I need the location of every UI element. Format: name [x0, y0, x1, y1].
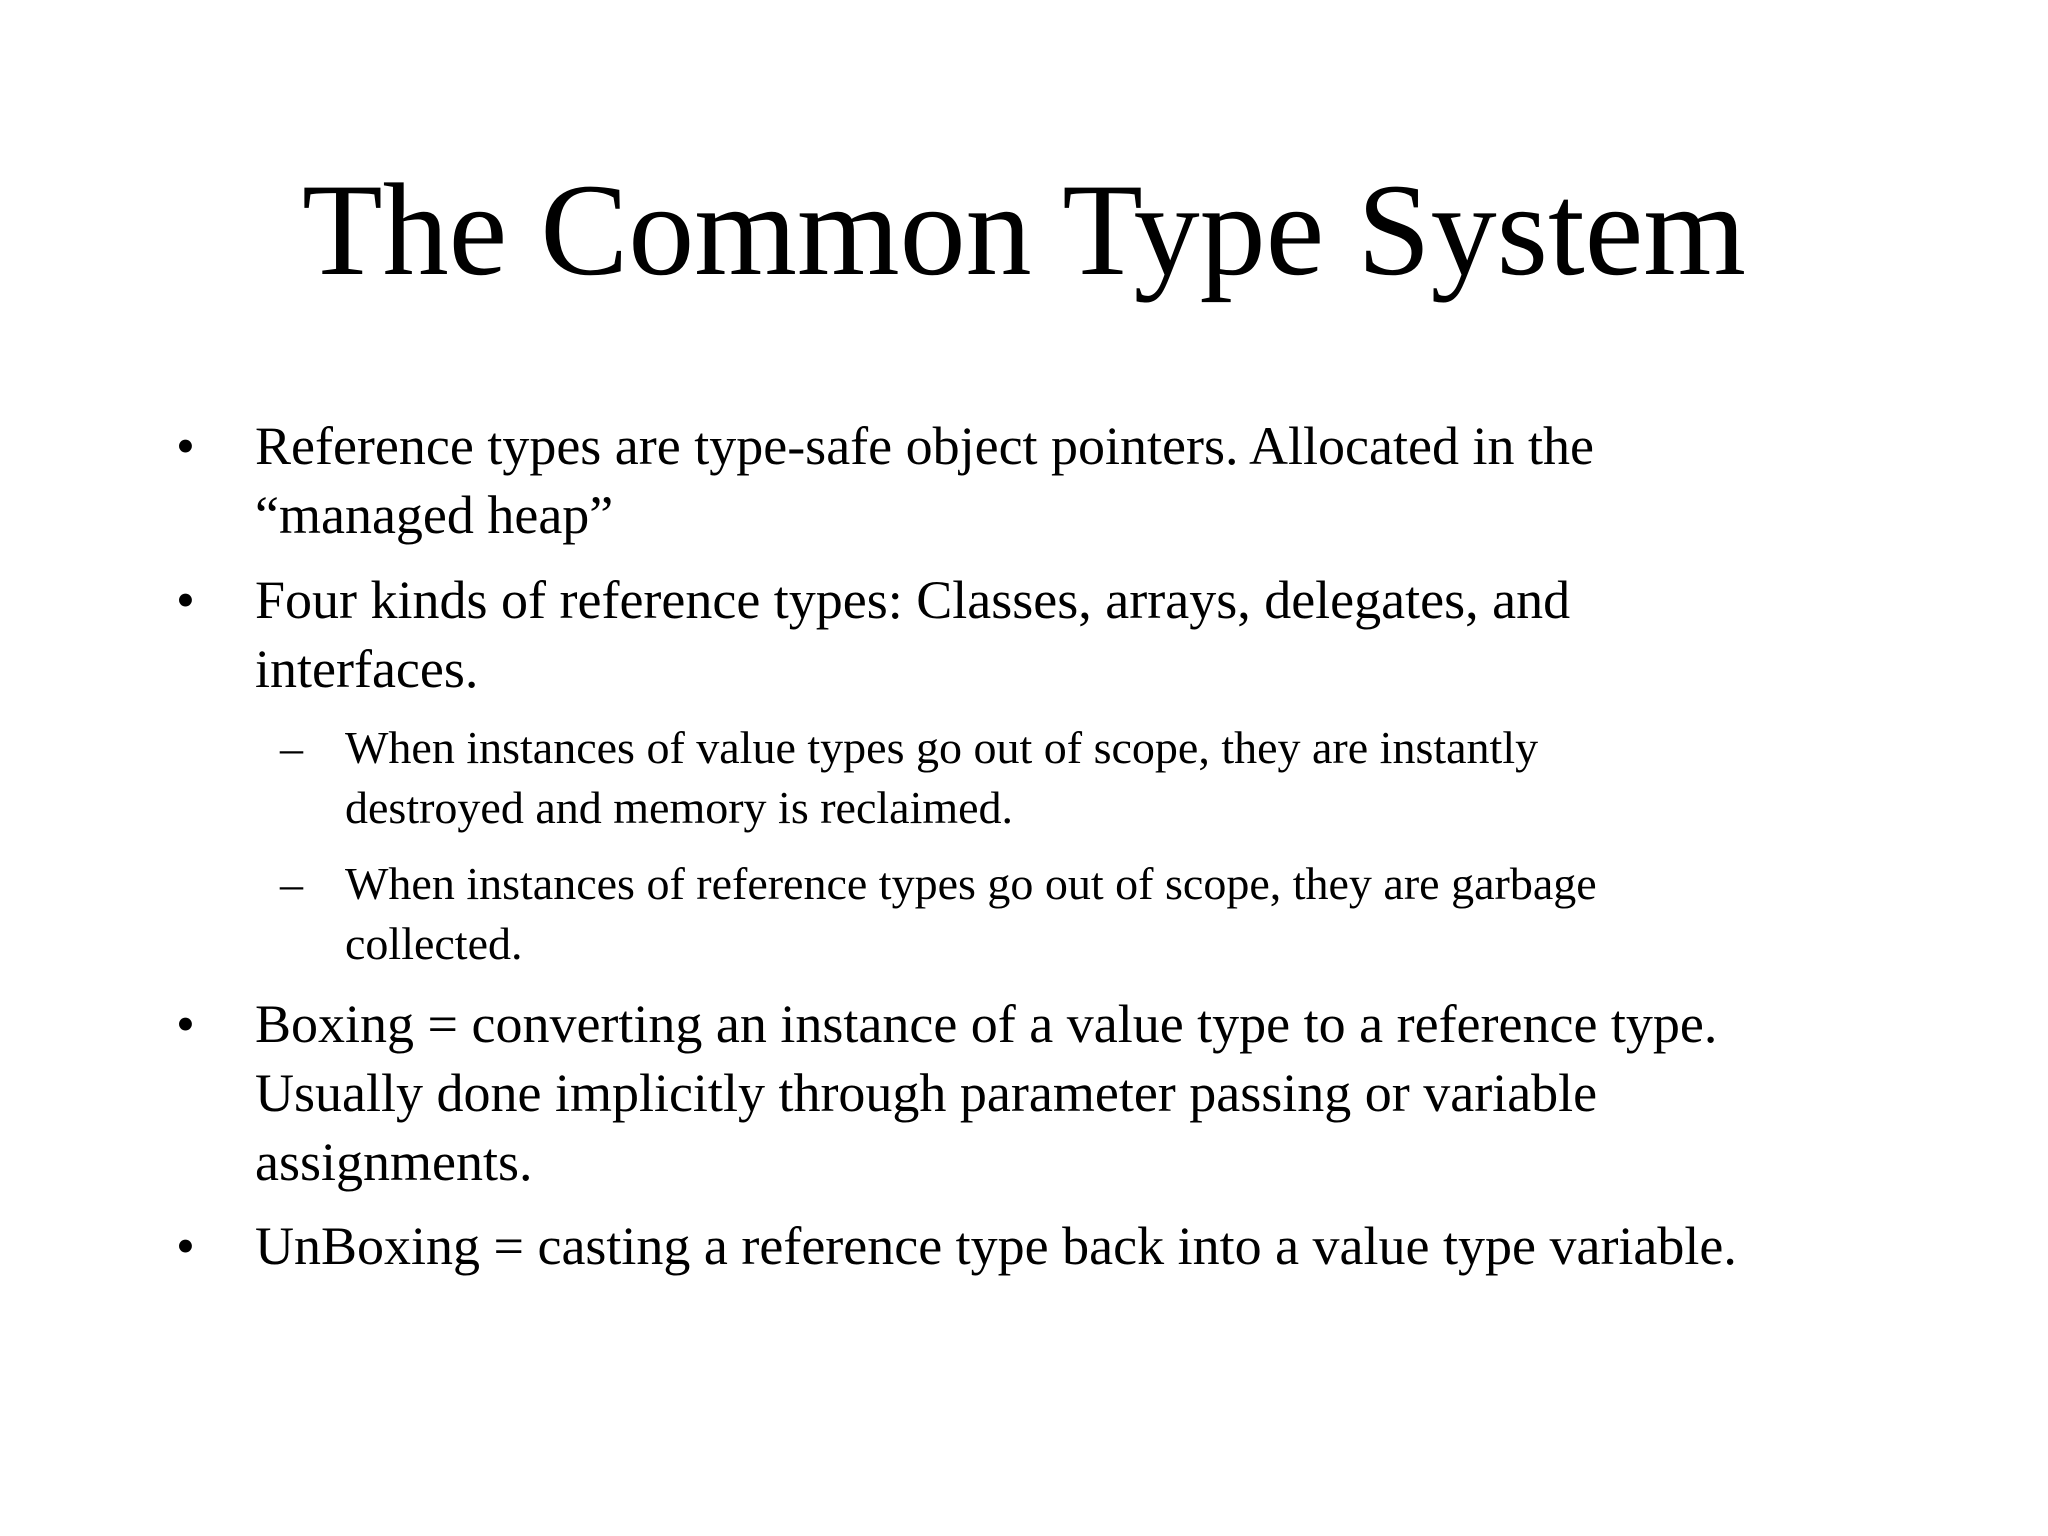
bullet-text: UnBoxing = casting a reference type back into a value type variable.	[255, 1216, 1737, 1276]
sub-bullet-marker: –	[280, 858, 303, 909]
bullet-marker: •	[176, 416, 195, 476]
bullet-text: Four kinds of reference types: Classes, arrays, delegates, and interfaces.	[255, 570, 1571, 699]
bullet-marker: •	[176, 570, 195, 630]
sub-bullet-text: When instances of value types go out of scope, they are instantly destroyed and memory is reclaimed.	[345, 722, 1539, 833]
slide-title: The Common Type System	[302, 156, 1746, 303]
bullet-text: Boxing = converting an instance of a value type to a reference type. Usually done implicitly through parameter passing or variable assignments.	[255, 994, 1718, 1192]
sub-bullet-marker: –	[280, 722, 303, 773]
bullet-marker: •	[176, 1216, 195, 1276]
bullet-text: Reference types are type-safe object pointers. Allocated in the “managed heap”	[255, 416, 1594, 545]
sub-bullet-text: When instances of reference types go out of scope, they are garbage collected.	[345, 858, 1597, 969]
bullet-marker: •	[176, 994, 195, 1054]
